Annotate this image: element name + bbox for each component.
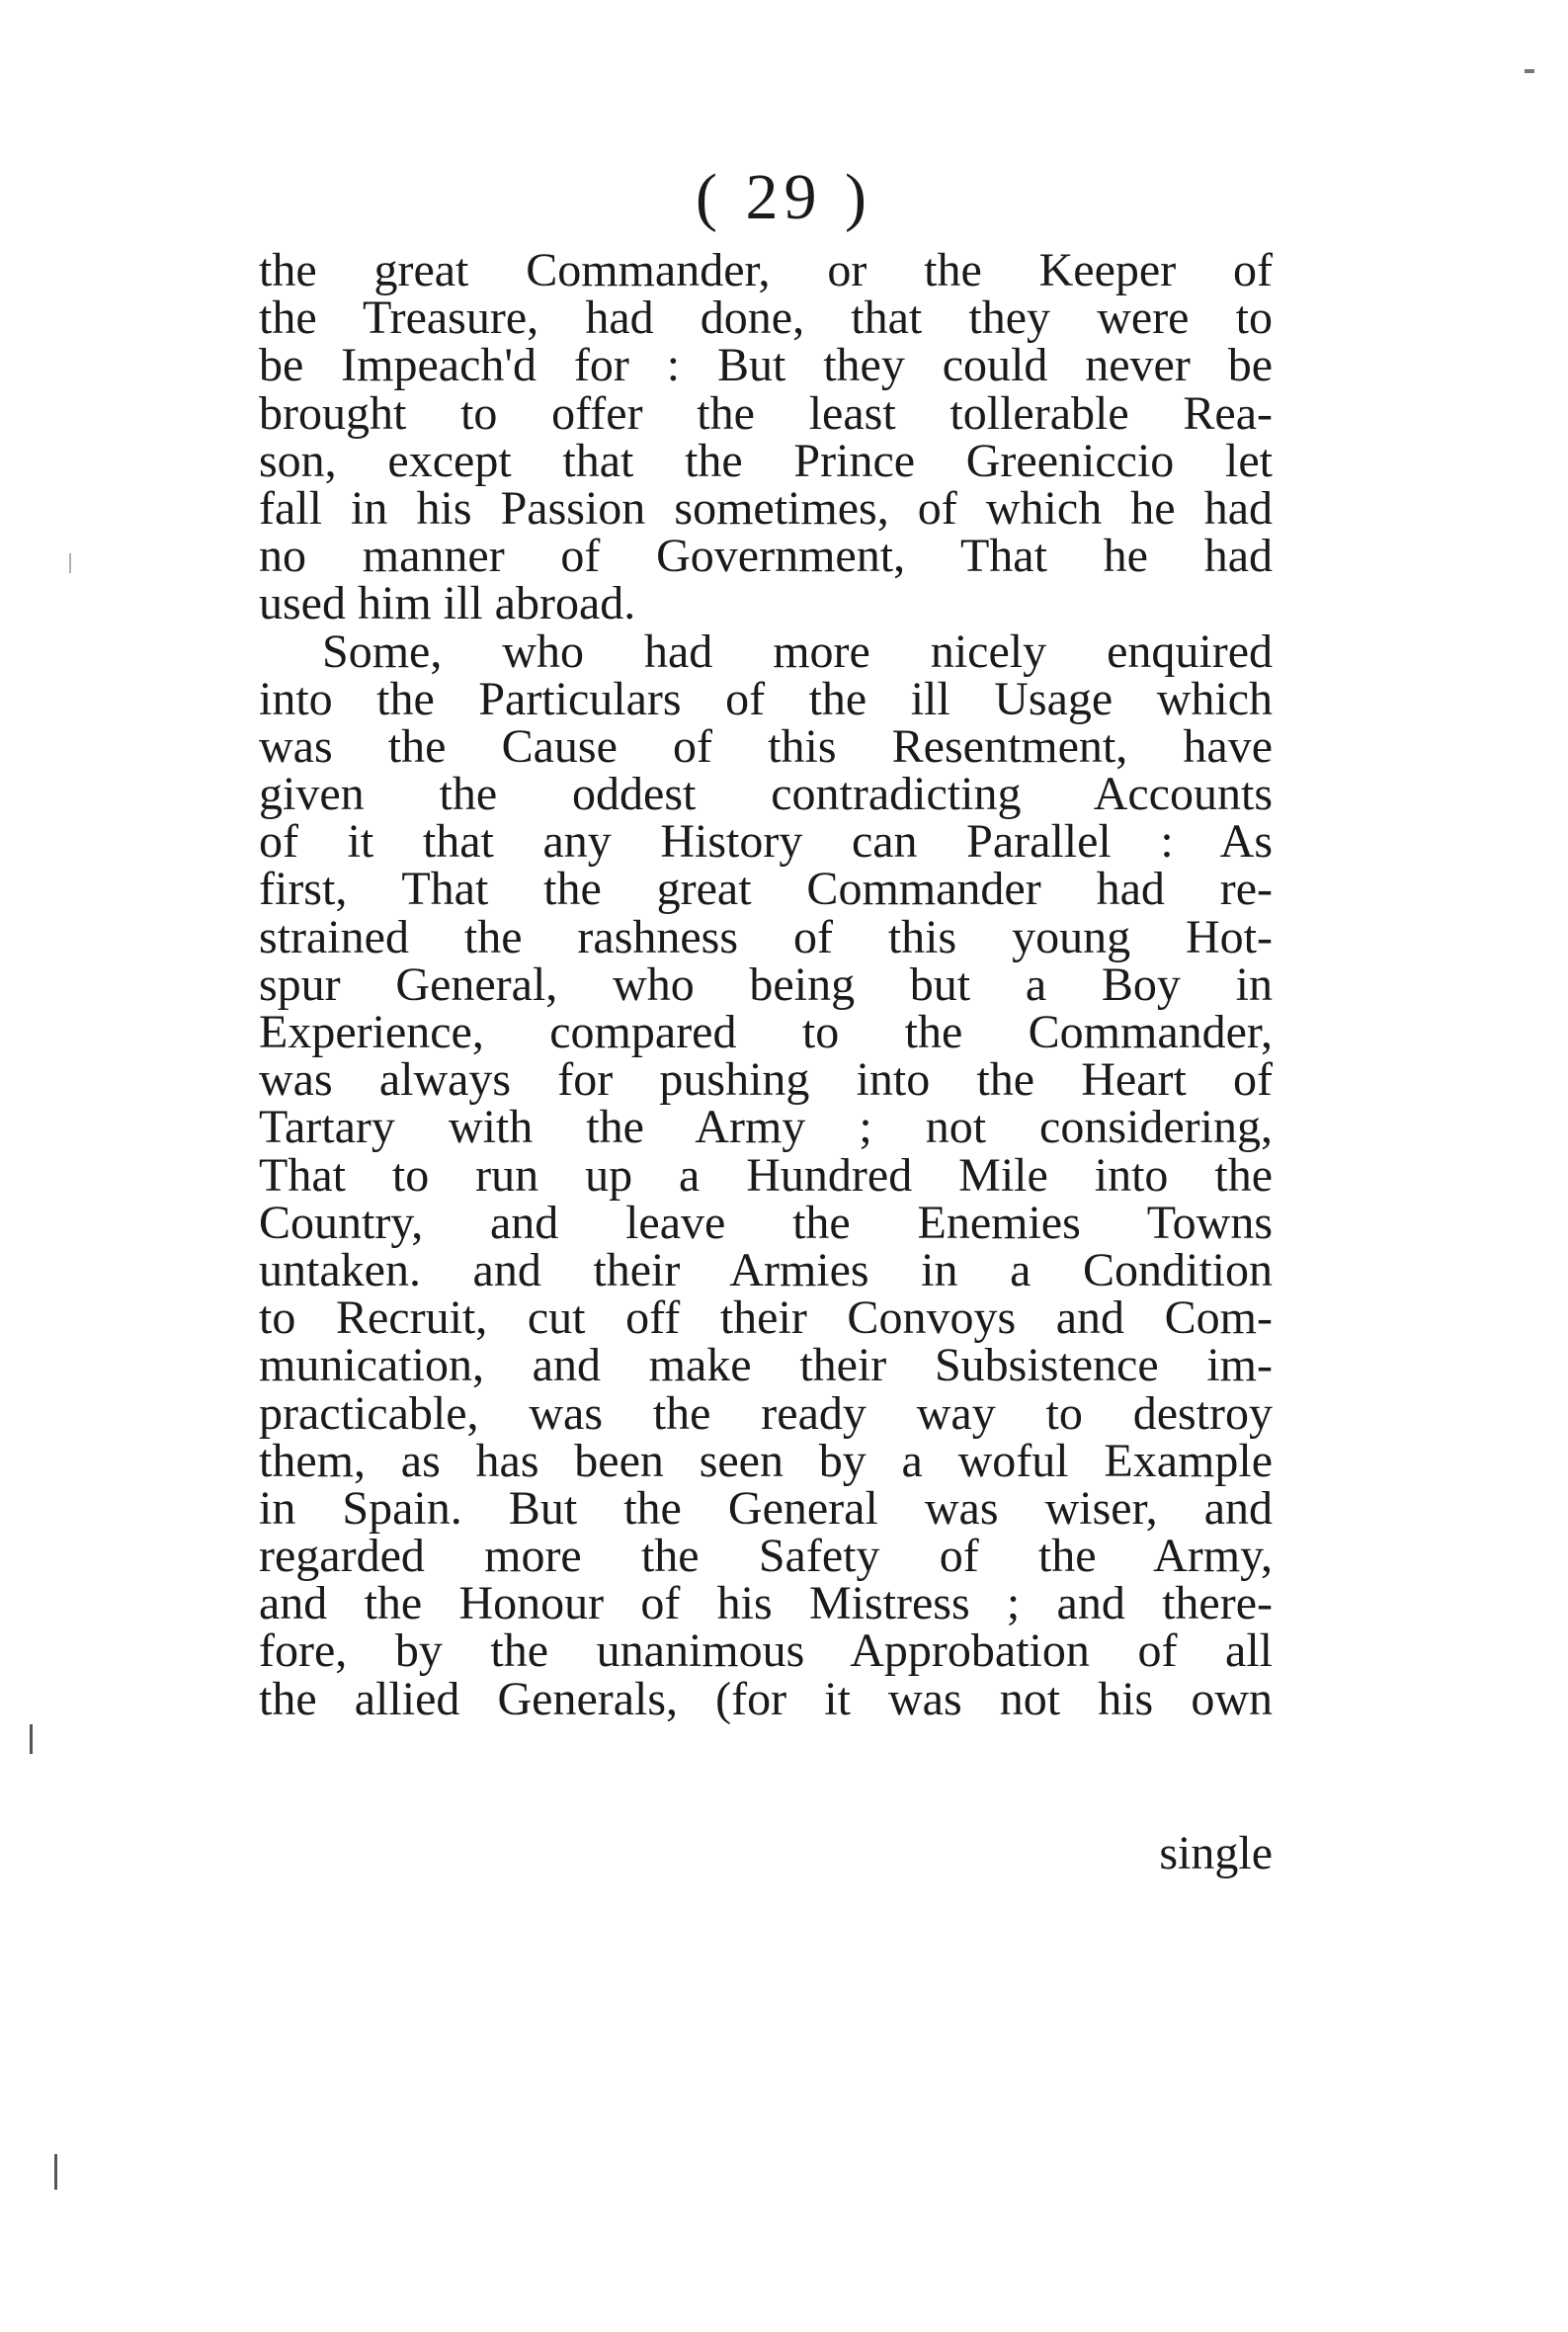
text-line: was always for pushing into the Heart of <box>259 1053 1273 1107</box>
text-line: brought to offer the least tollerable Rea- <box>259 386 1273 440</box>
text-line: fore, by the unanimous Approbation of all <box>259 1624 1273 1678</box>
text-line: of it that any History can Parallel : As <box>259 815 1273 869</box>
text-line: be Impeach'd for : But they could never be <box>259 339 1273 392</box>
text-line: in Spain. But the General was wiser, and <box>259 1481 1273 1535</box>
text-line: given the oddest contradicting Accounts <box>259 768 1273 821</box>
margin-mark <box>69 553 71 573</box>
catchword: single <box>1159 1827 1273 1879</box>
text-line: spur General, who being but a Boy in <box>259 958 1273 1011</box>
text-line: fall in his Passion sometimes, of which he had <box>259 481 1273 535</box>
text-line: first, That the great Commander had re- <box>259 863 1273 916</box>
text-line: the Treasure, had done, that they were to <box>259 292 1273 345</box>
text-line: Some, who had more nicely enquired <box>322 625 1273 678</box>
body-text <box>259 244 1273 1879</box>
text-line: son, except that the Prince Greeniccio let <box>259 434 1273 487</box>
text-line: used him ill abroad. <box>259 577 636 630</box>
text-line: regarded more the Safety of the Army, <box>259 1530 1273 1583</box>
page-number: ( 29 ) <box>696 161 872 233</box>
corner-speck <box>1525 69 1534 73</box>
text-line: to Recruit, cut off their Convoys and Com- <box>259 1291 1273 1345</box>
text-line: munication, and make their Subsistence im- <box>259 1339 1273 1392</box>
margin-mark <box>30 1724 33 1754</box>
text-line: untaken. and their Armies in a Condition <box>259 1243 1273 1296</box>
text-line: them, as has been seen by a woful Example <box>259 1434 1273 1487</box>
text-line: the great Commander, or the Keeper of <box>259 244 1273 296</box>
text-line: no manner of Government, That he had <box>259 530 1273 583</box>
text-line: was the Cause of this Resentment, have <box>259 719 1273 773</box>
text-line: strained the rashness of this young Hot- <box>259 910 1273 963</box>
text-line: practicable, was the ready way to destroy <box>259 1386 1273 1440</box>
text-line: the allied Generals, (for it was not his own <box>259 1672 1273 1725</box>
text-line: Experience, compared to the Commander, <box>259 1006 1273 1058</box>
text-line: That to run up a Hundred Mile into the <box>259 1148 1273 1202</box>
text-line: and the Honour of his Mistress ; and there- <box>259 1577 1273 1630</box>
margin-mark <box>54 2154 57 2190</box>
text-line: Tartary with the Army ; not considering, <box>259 1101 1273 1154</box>
text-line: Country, and leave the Enemies Towns <box>259 1196 1273 1249</box>
text-line: into the Particulars of the ill Usage which <box>259 672 1273 725</box>
